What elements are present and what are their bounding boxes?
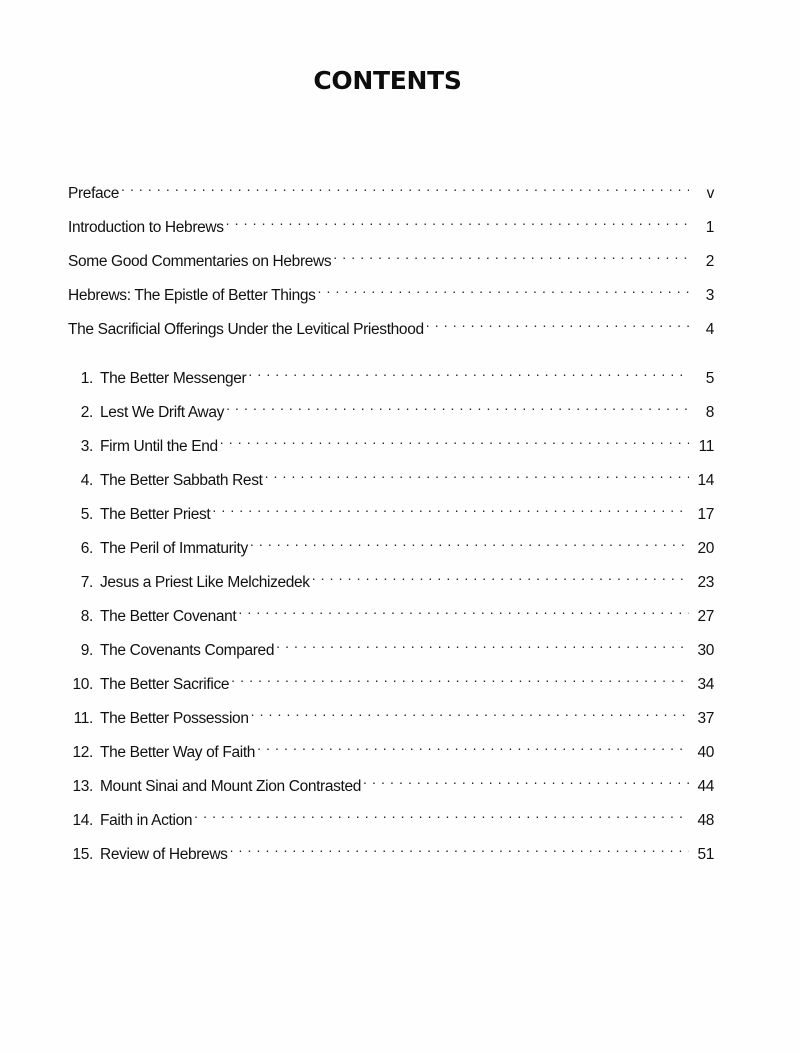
toc-entry-label: Hebrews: The Epistle of Better Things	[68, 284, 318, 308]
toc-page-number: 34	[689, 673, 714, 697]
toc-chapter-3[interactable]	[68, 427, 714, 461]
chapter-number: 9.	[68, 639, 93, 663]
chapter-number: 7.	[68, 571, 93, 595]
toc-entry-label: Preface	[68, 182, 121, 206]
dot-leader	[121, 174, 689, 198]
toc-page-number: 11	[689, 435, 714, 459]
toc-entry-introduction[interactable]	[68, 208, 714, 242]
dot-leader	[194, 801, 689, 825]
toc-page-number: 2	[689, 250, 714, 274]
toc-page-number: 3	[689, 284, 714, 308]
chapter-title: The Better Sabbath Rest	[100, 469, 265, 493]
dot-leader	[238, 597, 689, 621]
dot-leader	[318, 276, 689, 300]
chapter-number: 1.	[68, 367, 93, 391]
toc-page-number: 4	[689, 318, 714, 342]
toc-chapter-9[interactable]	[68, 631, 714, 665]
chapter-number: 2.	[68, 401, 93, 425]
chapter-title: The Better Messenger	[100, 367, 248, 391]
toc-page-number: 20	[689, 537, 714, 561]
toc-chapter-13[interactable]	[68, 767, 714, 801]
toc-chapter-5[interactable]	[68, 495, 714, 529]
chapter-number: 6.	[68, 537, 93, 561]
chapter-title: The Better Priest	[100, 503, 212, 527]
toc-chapter-2[interactable]	[68, 393, 714, 427]
chapter-title: Mount Sinai and Mount Zion Contrasted	[100, 775, 363, 799]
dot-leader	[220, 427, 689, 451]
dot-leader	[248, 359, 689, 383]
chapter-number: 12.	[68, 741, 93, 765]
chapter-title: The Peril of Immaturity	[100, 537, 250, 561]
dot-leader	[226, 208, 689, 232]
chapter-title: The Covenants Compared	[100, 639, 276, 663]
toc-entry-label: Introduction to Hebrews	[68, 216, 226, 240]
chapter-title: Jesus a Priest Like Melchizedek	[100, 571, 312, 595]
chapter-title: The Better Covenant	[100, 605, 238, 629]
toc-page-number: v	[689, 182, 714, 206]
toc-chapter-8[interactable]	[68, 597, 714, 631]
toc-chapter-4[interactable]	[68, 461, 714, 495]
chapter-number: 11.	[68, 707, 93, 731]
toc-chapter-12[interactable]	[68, 733, 714, 767]
toc-entry-sacrificial-offerings[interactable]	[68, 310, 714, 344]
toc-page-number: 8	[689, 401, 714, 425]
chapter-title: The Better Way of Faith	[100, 741, 257, 765]
toc-chapter-10[interactable]	[68, 665, 714, 699]
dot-leader	[212, 495, 689, 519]
toc-page-number: 51	[689, 843, 714, 867]
chapter-number: 13.	[68, 775, 93, 799]
toc-entry-label: The Sacrificial Offerings Under the Levitical Priesthood	[68, 318, 426, 342]
toc-chapter-15[interactable]	[68, 835, 714, 869]
chapter-title: Firm Until the End	[100, 435, 220, 459]
chapter-number: 3.	[68, 435, 93, 459]
dot-leader	[230, 835, 689, 859]
chapter-number: 14.	[68, 809, 93, 833]
toc-page-number: 44	[689, 775, 714, 799]
dot-leader	[265, 461, 689, 485]
section-spacer	[68, 344, 714, 359]
dot-leader	[363, 767, 689, 791]
dot-leader	[257, 733, 689, 757]
toc-page-number: 14	[689, 469, 714, 493]
dot-leader	[426, 310, 689, 334]
chapter-title: Lest We Drift Away	[100, 401, 226, 425]
toc-page-number: 27	[689, 605, 714, 629]
toc-entry-preface[interactable]	[68, 174, 714, 208]
toc-page-number: 23	[689, 571, 714, 595]
toc-page-number: 5	[689, 367, 714, 391]
dot-leader	[250, 529, 689, 553]
toc-page-number: 37	[689, 707, 714, 731]
toc-entry-label: Some Good Commentaries on Hebrews	[68, 250, 333, 274]
toc-page-number: 30	[689, 639, 714, 663]
toc-page-number: 40	[689, 741, 714, 765]
chapter-number: 4.	[68, 469, 93, 493]
dot-leader	[226, 393, 689, 417]
chapter-title: The Better Sacrifice	[100, 673, 231, 697]
dot-leader	[333, 242, 689, 266]
chapter-title: Faith in Action	[100, 809, 194, 833]
chapter-title: Review of Hebrews	[100, 843, 230, 867]
toc-chapter-7[interactable]	[68, 563, 714, 597]
chapter-number: 5.	[68, 503, 93, 527]
dot-leader	[312, 563, 689, 587]
dot-leader	[251, 699, 689, 723]
table-of-contents	[68, 174, 714, 869]
toc-chapter-11[interactable]	[68, 699, 714, 733]
chapter-number: 10.	[68, 673, 93, 697]
toc-entry-epistle-of-better-things[interactable]	[68, 276, 714, 310]
toc-page-number: 1	[689, 216, 714, 240]
page-title: CONTENTS	[313, 66, 462, 95]
toc-page-number: 48	[689, 809, 714, 833]
toc-chapter-6[interactable]	[68, 529, 714, 563]
toc-page-number: 17	[689, 503, 714, 527]
chapter-number: 15.	[68, 843, 93, 867]
chapter-number: 8.	[68, 605, 93, 629]
chapter-title: The Better Possession	[100, 707, 251, 731]
toc-chapter-1[interactable]	[68, 359, 714, 393]
dot-leader	[231, 665, 689, 689]
toc-chapter-14[interactable]	[68, 801, 714, 835]
dot-leader	[276, 631, 689, 655]
toc-entry-commentaries[interactable]	[68, 242, 714, 276]
